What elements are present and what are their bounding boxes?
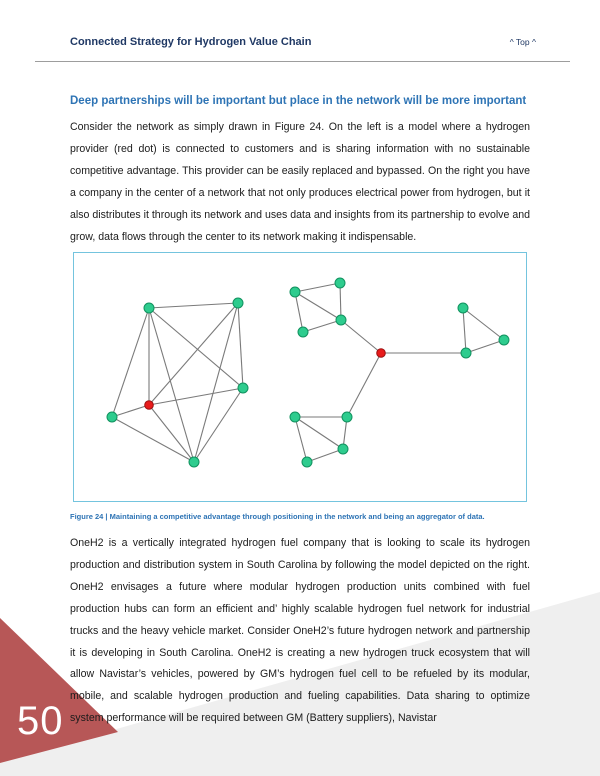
customer-node [338, 444, 348, 454]
figure-box [73, 252, 527, 502]
provider-node [145, 401, 154, 410]
network-edge [341, 320, 381, 353]
network-edge [466, 340, 504, 353]
customer-node [290, 287, 300, 297]
network-edge [295, 292, 341, 320]
customer-node [461, 348, 471, 358]
network-edge [194, 303, 238, 462]
provider-node [377, 349, 386, 358]
paragraph-oneh2: OneH2 is a vertically integrated hydrogen fuel company that is looking to scale its hydrogen production and distribution system in South Carolina by following the model depicted on the right. OneH2 envisages a future where modular hydrogen production units combined with fuel production hubs can form an efficient and’ highly scalable hydrogen fuel network for industrial trucks and the heavy vehicle market. Consider OneH2’s future hydrogen network and partnership it is developing in South Carolina. OneH2 is creating a new hydrogen truck ecosystem that will allow Navistar’s vehicles, powered by GM’s hydrogen fuel cell to be refueled by its modular, mobile, and scalable hydrogen production and fueling capabilities. Data sharing to optimize system performance will be required between GM (Battery suppliers), Navistar [70, 537, 530, 725]
figure-caption: Figure 24 | Maintaining a competitive advantage through positioning in the network and being an aggregator of data. [70, 512, 485, 521]
network-edge [303, 320, 341, 332]
customer-node [458, 303, 468, 313]
network-edge [149, 308, 243, 388]
customer-node [342, 412, 352, 422]
network-edge [340, 283, 341, 320]
customer-node [107, 412, 117, 422]
network-edge [149, 405, 194, 462]
network-edge [463, 308, 466, 353]
network-edge [112, 417, 194, 462]
network-edge [347, 353, 381, 417]
network-edge [238, 303, 243, 388]
network-edge [463, 308, 504, 340]
network-edge [149, 388, 243, 405]
customer-node [238, 383, 248, 393]
network-edge [112, 308, 149, 417]
network-edge [149, 308, 194, 462]
network-edge [295, 292, 303, 332]
figure-svg [74, 253, 526, 501]
customer-node [335, 278, 345, 288]
network-edge [149, 303, 238, 308]
customer-node [144, 303, 154, 313]
paragraph-intro: Consider the network as simply drawn in Figure 24. On the left is a model where a hydrogen provider (red dot) is connected to customers and is sharing information with no sustainable competitive advantage. This provider can be easily replaced and bypassed. On the right you have a company in the center of a network that not only produces electrical power from hydrogen, but it also distributes it through its network and uses data and insights from its partnership to evolve and grow, data flows through the center to its network making it indispensable. [70, 121, 530, 243]
customer-node [290, 412, 300, 422]
network-edge [307, 449, 343, 462]
header-divider [35, 61, 570, 62]
section-heading: Deep partnerships will be important but place in the network will be more important [70, 95, 527, 107]
customer-node [336, 315, 346, 325]
page-header [70, 36, 536, 48]
customer-node [302, 457, 312, 467]
network-edge [194, 388, 243, 462]
customer-node [233, 298, 243, 308]
customer-node [189, 457, 199, 467]
network-edge [112, 405, 149, 417]
customer-node [499, 335, 509, 345]
page-number: 50 [17, 699, 64, 743]
network-edge [295, 283, 340, 292]
top-link[interactable]: ^ Top ^ [509, 37, 536, 47]
header-title: Connected Strategy for Hydrogen Value Chain [70, 36, 312, 48]
customer-node [298, 327, 308, 337]
